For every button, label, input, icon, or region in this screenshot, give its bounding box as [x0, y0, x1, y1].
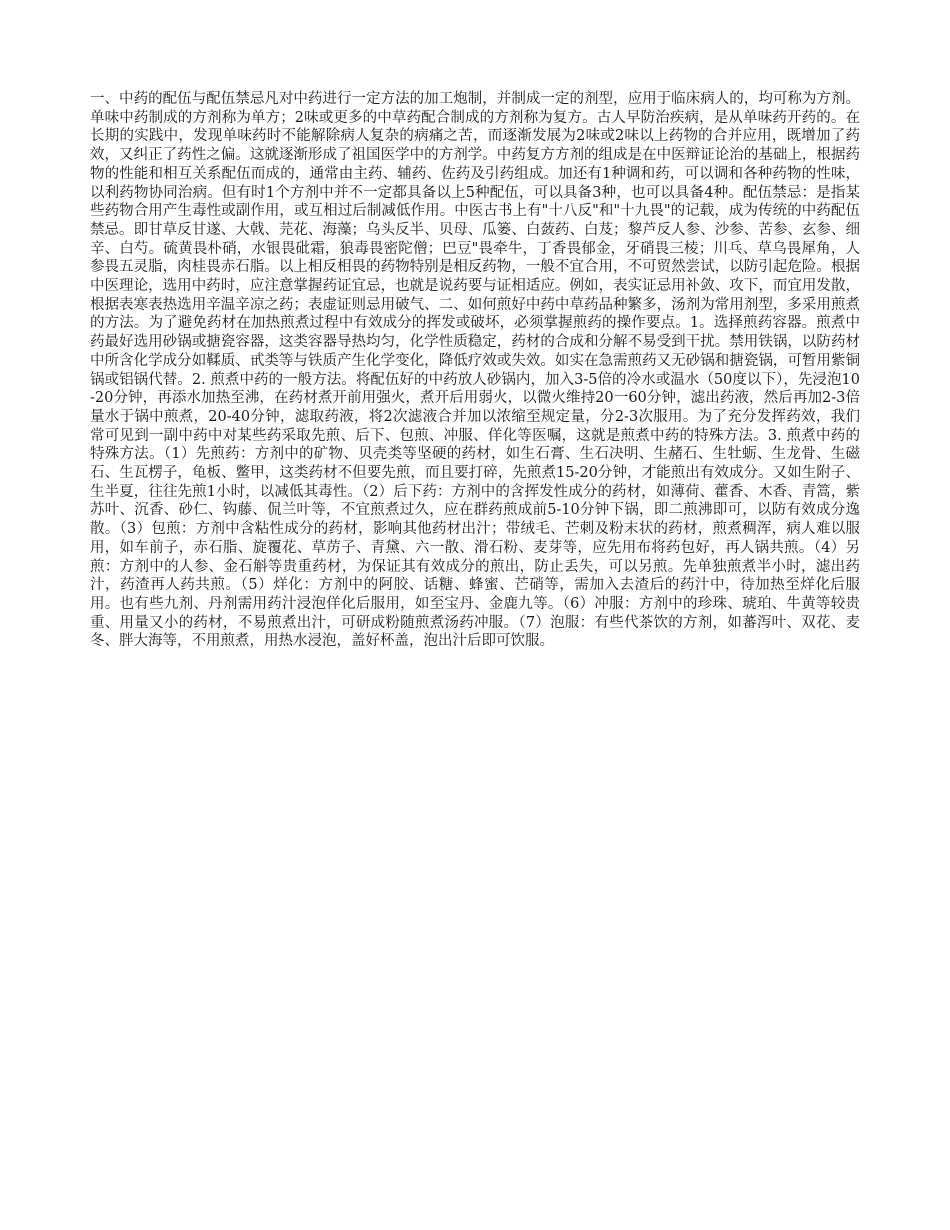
document-body-text: 一、中药的配伍与配伍禁忌凡对中药进行一定方法的加工炮制，并制成一定的剂型，应用于临床病人的，均可称为方剂。单味中药制成的方剂称为单方；2味或更多的中草药配合制成的方剂称为复方。古人早防治疾病，是从单味药开药的。在长期的实践中，发现单味药时不能解除病人复杂的病痛之苦，而逐渐发展为2味或2味以上药物的合并应用，既增加了药效，又纠正了药性之偏。这就逐渐形成了祖国医学中的方剂学。中药复方方剂的组成是在中医辩证论治的基础上，根据药物的性能和相互关系配伍而成的，通常由主药、辅药、佐药及引药组成。加还有1种调和药，可以调和各种药物的性味，以利药物协同治病。但有时1个方剂中并不一定都具备以上5种配伍，可以具备3种，也可以具备4种。配伍禁忌：是指某些药物合用产生毒性或副作用，或互相过后制减低作用。中医古书上有"十八反"和"十九畏"的记载，成为传统的中药配伍禁忌。即甘草反甘遂、大戟、芫花、海藻；乌头反半、贝母、瓜篓、白蔹药、白芨；黎芦反人参、沙参、苦参、玄参、细辛、白芍。硫黄畏朴硝，水银畏砒霜，狼毒畏密陀僧；巴豆"畏牵牛，丁香畏郁金，牙硝畏三棱；川乓、草乌畏犀角，人参畏五灵脂，肉桂畏赤石脂。以上相反相畏的药物特别是相反药物，一般不宜合用，不可贸然尝试，以防引起危险。根据中医理论，选用中药时，应注意掌握药证宜忌，也就是说药要与证相适应。例如，表实证忌用补敛、攻下，而宜用发散，根据表寒表热选用辛温辛凉之药；表虚证则忌用破气、二、如何煎好中药中草药品种繁多，汤剂为常用剂型，多采用煎煮的方法。为了避免药材在加热煎煮过程中有效成分的挥发或破坏，必须掌握煎药的操作要点。1。选择煎药容器。煎煮中药最好选用砂锅或搪瓷容器，这类容器导热均匀，化学性质稳定，药材的合成和分解不易受到干扰。禁用铁锅，以防药材中所含化学成分如鞣质、甙类等与铁质产生化学变化，降低疗效或失效。如实在急需煎药又无砂锅和搪瓷锅，可暂用紫铜锅或铝锅代替。2. 煎煮中药的一般方法。将配伍好的中药放人砂锅内，加入3-5倍的冷水或温水（50度以下），先浸泡10-20分钟，再添水加热至沸，在药材煮开前用强火，煮开后用弱火，以微火维持20一60分钟，滤出药液，然后再加2-3倍量水于锅中煎煮，20-40分钟，滤取药液，将2次滤液合并加以浓缩至规定量，分2-3次服用。为了充分发挥药效，我们常可见到一副中药中对某些药采取先煎、后下、包煎、冲服、佯化等医嘱，这就是煎煮中药的特殊方法。3. 煎煮中药的特殊方法。（1）先煎药：方剂中的矿物、贝壳类等坚硬的药材，如生石膏、生石决明、生赭石、生牡蛎、生龙骨、生磁石、生瓦楞子，龟板、鳖甲，这类药材不但要先煎，而且要打碎，先煎煮15-20分钟，才能煎出有效成分。又如生附子、生半夏，往往先煎1小时，以减低其毒性。（2）后下药：方剂中的含挥发性成分的药材，如薄荷、藿香、木香、青篙，紫苏叶、沉香、砂仁、钩藤、侃兰叶等，不宜煎煮过久，应在群药煎成前5-10分钟下锅，即二煎沸即可，以防有效成分逸散。（3）包煎：方剂中含粘性成分的药材，影响其他药材出汁；带绒毛、芒刺及粉末状的药材，煎煮稠浑，病人难以服用，如车前子，赤石脂、旋覆花、草苈子、青黛、六一散、滑石粉、麦芽等，应先用布将药包好，再人锅共煎。（4）另煎：方剂中的人参、金石斛等贵重药材，为保证其有效成分的煎出，防止丢失，可以另煎。先单独煎煮半小时，滤出药汁，药渣再人药共煎。（5）烊化：方剂中的阿胶、话糖、蜂蜜、芒硝等，需加入去渣后的药汁中，待加热至烊化后服用。也有些九剂、丹剂需用药汁浸泡佯化后服用，如至宝丹、金鹿九等。（6）冲服：方剂中的珍珠、琥珀、牛黄等较贵重、用量又小的药材，不易煎煮出汁，可研成粉随煎煮汤药冲服。（7）泡服：有些代茶饮的方剂，如蕃泻叶、双花、麦冬、胖大海等，不用煎煮，用热水浸泡，盖好杯盖，泡出汁后即可饮服。 [90, 91, 860, 650]
